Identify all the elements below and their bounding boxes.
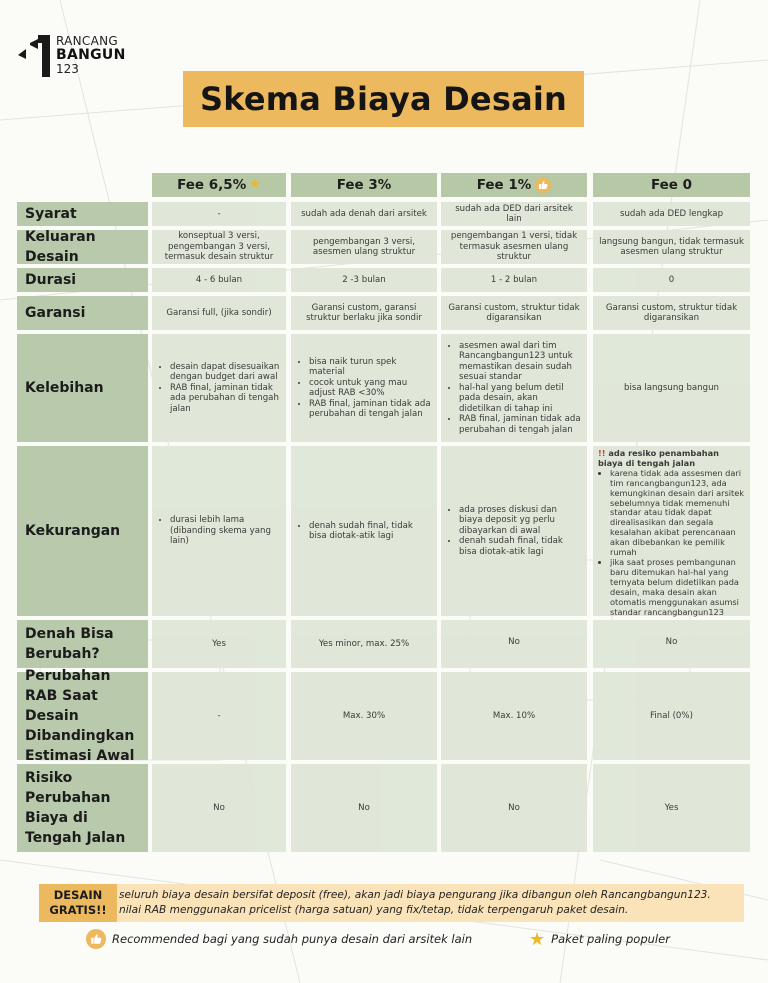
list-kelebihan-fee-6-5 xyxy=(158,362,280,415)
cell-risiko-fee-6-5: No xyxy=(152,764,286,852)
column-header-fee-0: Fee 0 xyxy=(593,173,750,197)
cell-syarat-fee-3: sudah ada denah dari arsitek xyxy=(291,202,437,226)
list-item: • ada proses diskusi dan biaya deposit yg perlu dibayarkan di awal xyxy=(459,505,581,537)
logo-line-3: 123 xyxy=(56,62,79,76)
legend-recommended-label: Recommended bagi yang sudah punya desain dari arsitek lain xyxy=(112,932,473,946)
cell-denah-fee-1: No xyxy=(441,620,587,668)
cell-syarat-fee-0: sudah ada DED lengkap xyxy=(593,202,750,226)
logo-mark-icon xyxy=(16,33,54,77)
thumbs-up-icon xyxy=(86,929,106,949)
free-design-badge-line-1: DESAIN xyxy=(53,888,103,902)
cell-kelebihan-fee-6-5 xyxy=(152,334,286,442)
list-item: • asesmen awal dari tim Rancangbangun123 untuk memastikan desain sudah sesuai standar xyxy=(459,341,581,383)
logo-line-1: RANCANG xyxy=(56,34,119,48)
cell-durasi-fee-3: 2 -3 bulan xyxy=(291,268,437,292)
cell-risiko-fee-1: No xyxy=(441,764,587,852)
logo-line-2: BANGUN xyxy=(56,47,126,63)
row-label-denah-bisa-berubah: Denah Bisa Berubah? xyxy=(17,620,148,668)
cell-syarat-fee-1: sudah ada DED dari arsitek lain xyxy=(441,202,587,226)
cell-garansi-fee-3: Garansi custom, garansi struktur berlaku jika sondir xyxy=(291,296,437,330)
cell-kelebihan-fee-0: bisa langsung bangun xyxy=(593,334,750,442)
cell-denah-fee-0: No xyxy=(593,620,750,668)
cell-risiko-fee-0: Yes xyxy=(593,764,750,852)
star-icon: ★ xyxy=(249,176,261,192)
list-item: • cocok untuk yang mau adjust RAB <30% xyxy=(309,378,431,399)
cell-kelebihan-fee-1 xyxy=(441,334,587,442)
legend-popular-label: Paket paling populer xyxy=(551,932,670,946)
list-kelebihan-fee-1 xyxy=(447,341,581,436)
row-label-kekurangan: Kekurangan xyxy=(17,446,148,616)
cell-kekurangan-fee-0 xyxy=(593,446,750,616)
cell-denah-fee-6-5: Yes xyxy=(152,620,286,668)
list-item: • desain dapat disesuaikan dengan budget dari awal xyxy=(170,362,280,383)
free-design-badge xyxy=(39,884,117,922)
column-header-fee-3: Fee 3% xyxy=(291,173,437,197)
row-label-garansi: Garansi xyxy=(17,296,148,330)
cell-durasi-fee-6-5: 4 - 6 bulan xyxy=(152,268,286,292)
row-label-risiko-perubahan: Risiko Perubahan Biaya di Tengah Jalan xyxy=(17,764,148,852)
footer-note-line-2: nilai RAB menggunakan pricelist (harga satuan) yang fix/tetap, tidak terpengaruh paket desain. xyxy=(119,904,629,916)
cell-kekurangan-fee-1 xyxy=(441,446,587,616)
list-item: • hal-hal yang belum detil pada desain, akan didetilkan di tahap ini xyxy=(459,383,581,415)
footer-note xyxy=(117,884,744,922)
cell-durasi-fee-0: 0 xyxy=(593,268,750,292)
list-item: • denah sudah final, tidak bisa diotak-atik lagi xyxy=(309,521,431,542)
cell-garansi-fee-6-5: Garansi full, (jika sondir) xyxy=(152,296,286,330)
cell-garansi-fee-0: Garansi custom, struktur tidak digaransikan xyxy=(593,296,750,330)
page-title-banner xyxy=(183,71,584,127)
cell-kekurangan-fee-6-5 xyxy=(152,446,286,616)
list-kelebihan-fee-3 xyxy=(297,357,431,420)
page-title: Skema Biaya Desain xyxy=(199,80,568,118)
cell-syarat-fee-6-5: - xyxy=(152,202,286,226)
star-icon: ★ xyxy=(529,928,546,950)
row-label-syarat: Syarat xyxy=(17,202,148,226)
list-item: • RAB final, jaminan tidak ada perubahan di tengah jalan xyxy=(459,414,581,435)
list-kekurangan-fee-1 xyxy=(447,505,581,558)
legend-popular xyxy=(529,928,670,950)
list-item: • karena tidak ada assesmen dari tim rancangbangun123, ada kemungkinan desain dari arsitek sebelumnya tidak memenuhi standar atau tidak dapat direalisasikan dan segala kesalahan akibat perencanaan akan dibebankan ke pemilik rumah xyxy=(610,469,745,558)
cell-rab-fee-6-5: - xyxy=(152,672,286,760)
cell-keluaran-fee-6-5: konseptual 3 versi, pengembangan 3 versi, termasuk desain struktur xyxy=(152,230,286,264)
risk-warning-title: !! ada resiko penambahan biaya di tengah jalan xyxy=(598,448,719,468)
list-item: • denah sudah final, tidak bisa diotak-atik lagi xyxy=(459,536,581,557)
row-label-perubahan-rab: Perubahan RAB Saat Desain Dibandingkan Estimasi Awal xyxy=(17,672,148,760)
cell-kelebihan-fee-3 xyxy=(291,334,437,442)
cell-rab-fee-0: Final (0%) xyxy=(593,672,750,760)
list-item: • RAB final, jaminan tidak ada perubahan di tengah jalan xyxy=(170,383,280,415)
footer-note-line-1: seluruh biaya desain bersifat deposit (free), akan jadi biaya pengurang jika dibangun oleh Rancangbangun123. xyxy=(119,889,711,901)
cell-keluaran-fee-3: pengembangan 3 versi, asesmen ulang struktur xyxy=(291,230,437,264)
row-label-kelebihan: Kelebihan xyxy=(17,334,148,442)
column-header-fee-6-5: Fee 6,5% ★ xyxy=(152,173,286,197)
cell-rab-fee-1: Max. 10% xyxy=(441,672,587,760)
list-item: • bisa naik turun spek material xyxy=(309,357,431,378)
list-kekurangan-fee-3 xyxy=(297,521,431,542)
brand-logo xyxy=(16,32,136,78)
free-design-badge-line-2: GRATIS!! xyxy=(49,903,107,917)
cell-kekurangan-fee-3 xyxy=(291,446,437,616)
row-label-keluaran-desain: Keluaran Desain xyxy=(17,230,148,264)
cell-garansi-fee-1: Garansi custom, struktur tidak digaransikan xyxy=(441,296,587,330)
cell-durasi-fee-1: 1 - 2 bulan xyxy=(441,268,587,292)
thumbs-up-icon xyxy=(535,177,551,193)
warning-icon: !! xyxy=(598,448,606,458)
row-label-durasi: Durasi xyxy=(17,268,148,292)
column-header-fee-1: Fee 1% xyxy=(441,173,587,197)
cell-keluaran-fee-1: pengembangan 1 versi, tidak termasuk asesmen ulang struktur xyxy=(441,230,587,264)
list-item: • durasi lebih lama (dibanding skema yang lain) xyxy=(170,515,280,547)
cell-risiko-fee-3: No xyxy=(291,764,437,852)
list-kekurangan-fee-0 xyxy=(598,469,745,618)
cell-rab-fee-3: Max. 30% xyxy=(291,672,437,760)
cell-denah-fee-3: Yes minor, max. 25% xyxy=(291,620,437,668)
cell-keluaran-fee-0: langsung bangun, tidak termasuk asesmen ulang struktur xyxy=(593,230,750,264)
list-item: • jika saat proses pembangunan baru ditemukan hal-hal yang ternyata belum didetilkan pada desain, maka desain akan otomatis menggunakan asumsi standar rancangbangun123 xyxy=(610,558,745,617)
list-item: • RAB final, jaminan tidak ada perubahan di tengah jalan xyxy=(309,399,431,420)
list-kekurangan-fee-6-5 xyxy=(158,515,280,547)
legend-recommended xyxy=(86,928,472,950)
